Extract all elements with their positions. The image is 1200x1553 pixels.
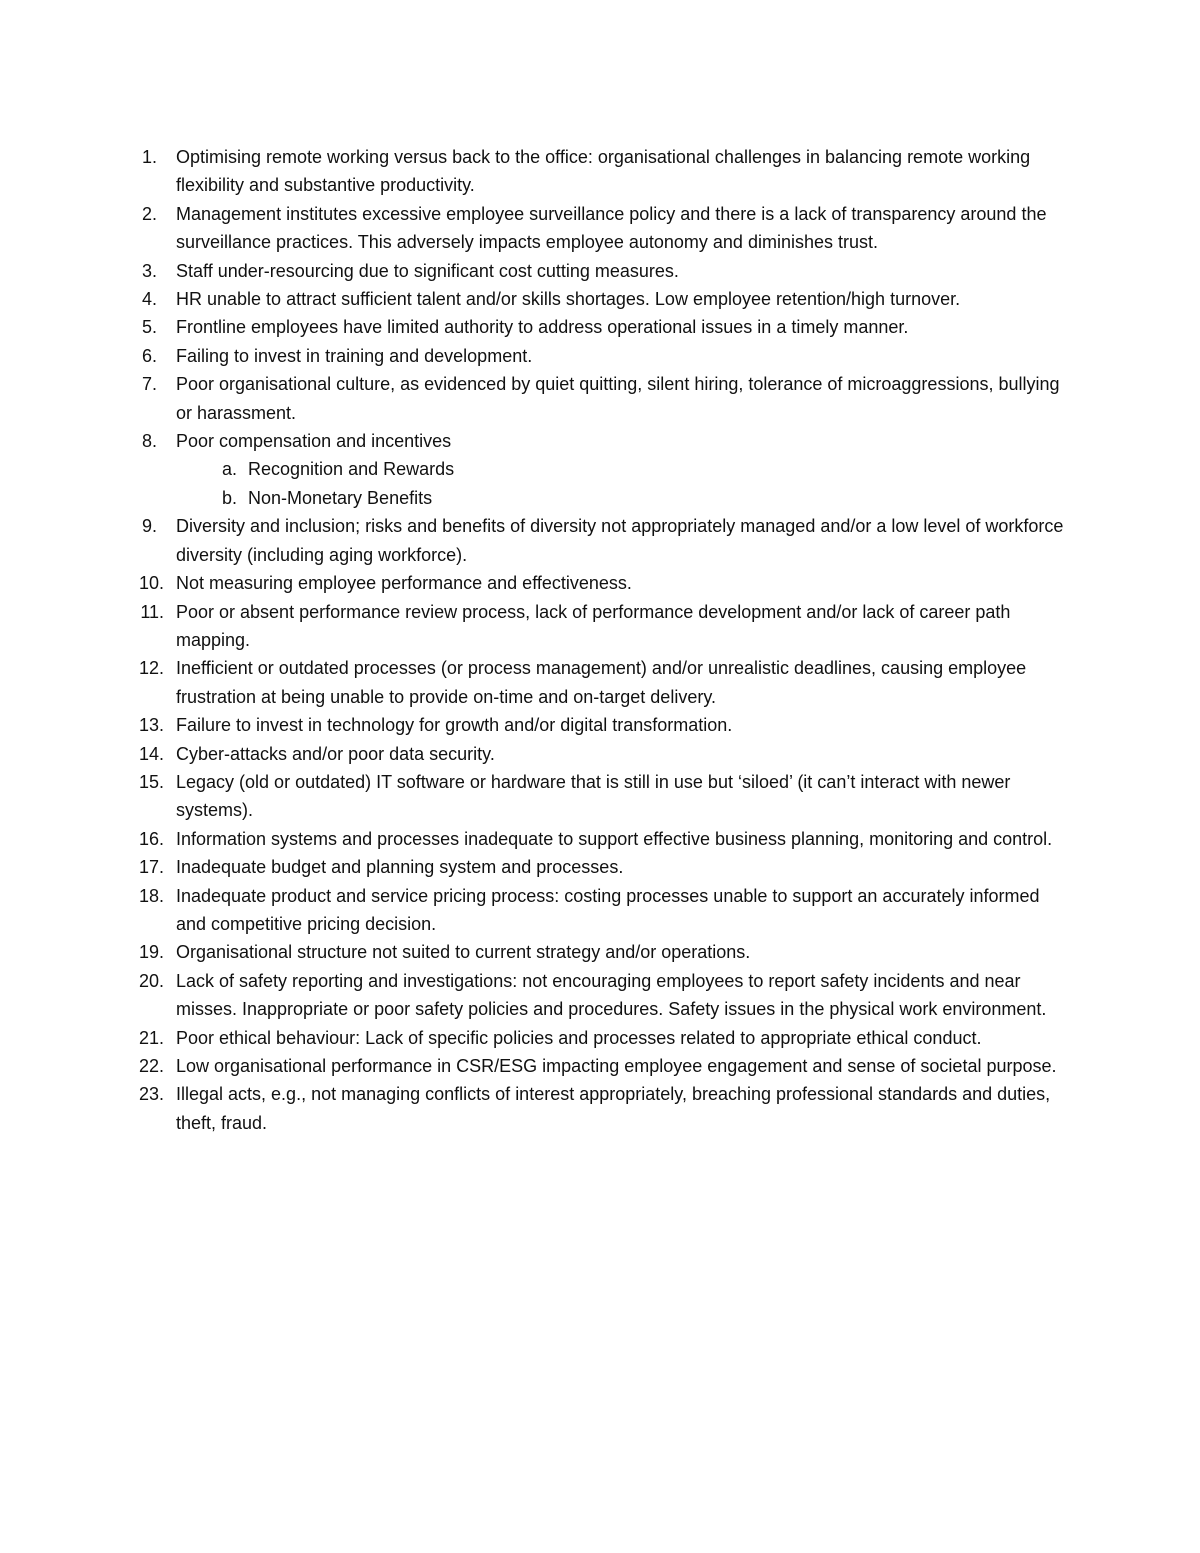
list-item-text: Information systems and processes inadequate to support effective business planning, monitoring and control. (176, 828, 1053, 849)
list-item (130, 654, 1070, 711)
list-item-text: Staff under-resourcing due to significant cost cutting measures. (176, 260, 679, 281)
list-item (130, 285, 1070, 313)
list-item-text: Poor ethical behaviour: Lack of specific policies and processes related to appropriate ethical conduct. (176, 1027, 982, 1048)
list-item (130, 1024, 1070, 1052)
sub-list-item-text: Non-Monetary Benefits (248, 487, 433, 508)
list-item-text: Poor or absent performance review process, lack of performance development and/or lack of career path mapping. (176, 601, 1011, 650)
list-item (130, 938, 1070, 966)
list-item-number: 7. (142, 374, 158, 395)
list-item-number: 11. (140, 601, 164, 622)
list-item-text: Organisational structure not suited to current strategy and/or operations. (176, 942, 751, 963)
sub-list-item-letter: b. (222, 487, 238, 508)
list-item (130, 370, 1070, 427)
list-item (130, 967, 1070, 1024)
list-item (130, 825, 1070, 853)
list-item (130, 200, 1070, 257)
list-item (130, 598, 1070, 655)
list-item-number: 3. (142, 260, 158, 281)
list-item-number: 22. (138, 1056, 164, 1076)
list-item-number: 16. (138, 828, 164, 849)
list-item (130, 342, 1070, 370)
sub-list-item (176, 455, 1070, 483)
list-item-text: HR unable to attract sufficient talent and/or skills shortages. Low employee retention/high turnover. (176, 289, 961, 310)
list-item (130, 143, 1070, 200)
list-item-text: Not measuring employee performance and effectiveness. (176, 573, 632, 594)
list-item-text: Optimising remote working versus back to the office: organisational challenges in balancing remote working flexibility and substantive productivity. (176, 147, 1031, 196)
sub-list (176, 455, 1070, 512)
list-item (130, 313, 1070, 341)
list-item-text: Diversity and inclusion; risks and benefits of diversity not appropriately managed and/or a low level of workforce diversity (including aging workforce). (176, 516, 1064, 565)
list-item-text: Poor compensation and incentives (176, 431, 452, 452)
list-item-text: Illegal acts, e.g., not managing conflicts of interest appropriately, breaching professional standards and duties, theft, fraud. (176, 1084, 1051, 1133)
list-item-text: Low organisational performance in CSR/ESG impacting employee engagement and sense of societal purpose. (176, 1056, 1057, 1076)
numbered-issue-list (130, 143, 1070, 1137)
list-item-text: Inadequate budget and planning system and processes. (176, 857, 624, 878)
sub-list-item (176, 484, 1070, 512)
list-item-number: 2. (142, 203, 158, 224)
list-item-text: Failing to invest in training and development. (176, 345, 533, 366)
list-item-number: 6. (142, 345, 158, 366)
list-item-number: 21. (138, 1027, 164, 1048)
list-item (130, 1052, 1070, 1080)
list-item-number: 14. (138, 743, 164, 764)
list-item-text: Management institutes excessive employee surveillance policy and there is a lack of transparency around the surveillance practices. This adversely impacts employee autonomy and diminishes trust. (176, 203, 1047, 253)
list-item (130, 882, 1070, 939)
list-item-number: 17. (138, 857, 164, 878)
list-item-text: Frontline employees have limited authority to address operational issues in a timely manner. (176, 317, 909, 338)
list-item-text: Inefficient or outdated processes (or process management) and/or unrealistic deadlines, causing employee frustration at being unable to provide on-time and on-target delivery. (176, 658, 1027, 707)
list-item-number: 18. (138, 885, 164, 906)
list-item (130, 257, 1070, 285)
list-item-number: 4. (142, 289, 158, 310)
list-item-number: 1. (142, 147, 158, 167)
list-item-number: 20. (138, 970, 164, 991)
list-item-number: 8. (142, 431, 158, 452)
list-item-text: Failure to invest in technology for growth and/or digital transformation. (176, 715, 733, 736)
list-item (130, 1080, 1070, 1137)
list-item-number: 19. (138, 942, 164, 963)
sub-list-item-letter: a. (222, 459, 238, 480)
sub-list-item-text: Recognition and Rewards (248, 459, 455, 480)
list-item (130, 569, 1070, 597)
list-item-text: Cyber-attacks and/or poor data security. (176, 743, 495, 764)
list-item-number: 12. (138, 658, 164, 679)
list-item-number: 5. (142, 317, 158, 338)
list-item (130, 512, 1070, 569)
list-item (130, 427, 1070, 512)
list-item-text: Inadequate product and service pricing process: costing processes unable to support an accurately informed and competitive pricing decision. (176, 885, 1040, 934)
list-item (130, 711, 1070, 739)
list-item (130, 853, 1070, 881)
list-item-number: 23. (138, 1084, 164, 1105)
list-item (130, 768, 1070, 825)
list-item-text: Legacy (old or outdated) IT software or hardware that is still in use but ‘siloed’ (it can’t interact with newer systems). (176, 771, 1011, 821)
list-item-text: Poor organisational culture, as evidenced by quiet quitting, silent hiring, tolerance of microaggressions, bullying or harassment. (176, 374, 1060, 423)
list-item-number: 13. (138, 715, 164, 736)
list-item-number: 15. (138, 771, 164, 792)
list-item-number: 10. (138, 573, 164, 594)
list-item (130, 740, 1070, 768)
list-item-text: Lack of safety reporting and investigations: not encouraging employees to report safety incidents and near misses. Inappropriate or poor safety policies and procedures. Safety issues in the physical work environment. (176, 970, 1047, 1020)
list-item-number: 9. (142, 516, 158, 537)
